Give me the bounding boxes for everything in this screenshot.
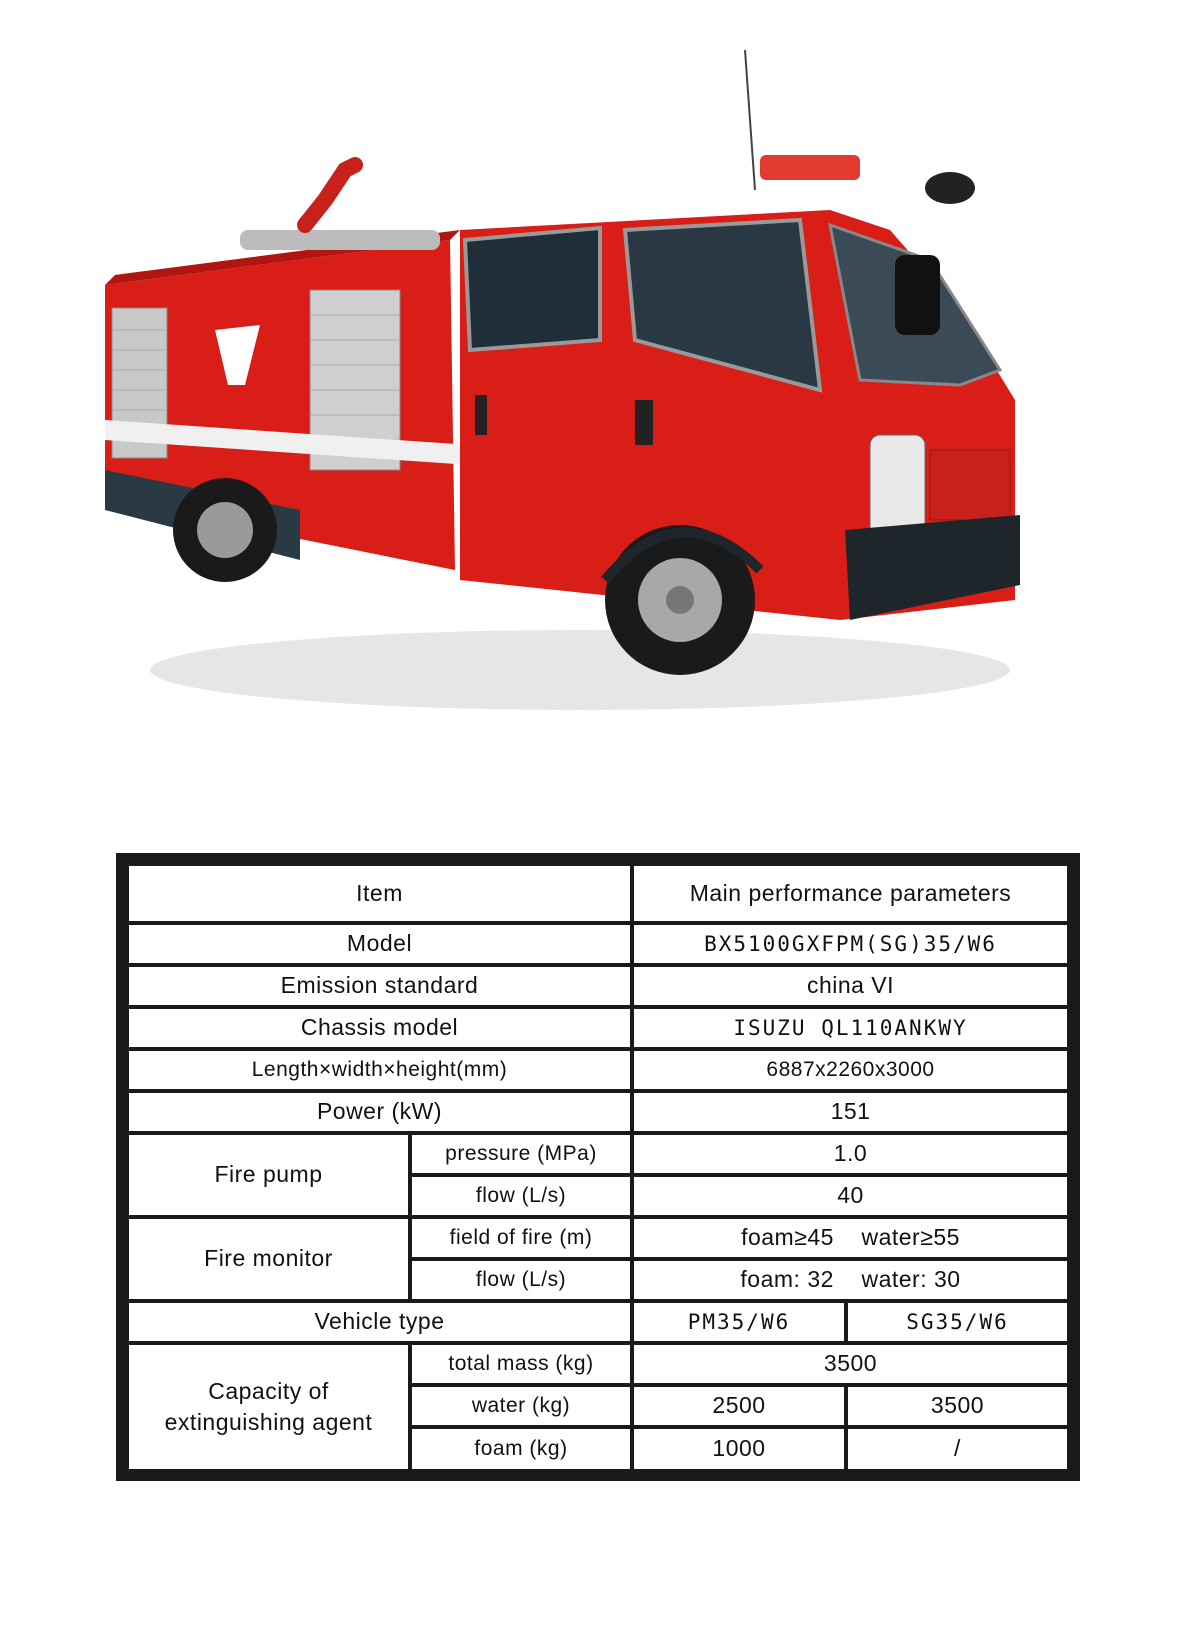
capacity-foam-label: foam (kg) [412,1429,630,1469]
capacity-water-sg: 3500 [848,1387,1067,1425]
power-label: Power (kW) [129,1093,630,1131]
emission-label: Emission standard [129,967,630,1005]
dimensions-label: Length×width×height(mm) [129,1051,630,1089]
fire-pump-flow-label: flow (L/s) [412,1177,630,1215]
fire-pump-label: Fire pump [129,1135,408,1215]
fire-monitor-flow-label: flow (L/s) [412,1261,630,1299]
capacity-total-label: total mass (kg) [412,1345,630,1383]
fire-monitor-flow-value: foam: 32 water: 30 [634,1261,1067,1299]
vehicle-type-pm: PM35/W6 [634,1303,844,1341]
model-value: BX5100GXFPM(SG)35/W6 [634,925,1067,963]
spec-grid [127,864,1069,1470]
model-label: Model [129,925,630,963]
fire-pump-pressure-value: 1.0 [634,1135,1067,1173]
capacity-label [129,1345,408,1469]
chassis-value: ISUZU QL110ANKWY [634,1009,1067,1047]
vehicle-type-label: Vehicle type [129,1303,630,1341]
fire-monitor-field-value: foam≥45 water≥55 [634,1219,1067,1257]
fire-truck-image [100,40,1060,740]
header-params: Main performance parameters [634,866,1067,921]
vehicle-type-sg: SG35/W6 [848,1303,1067,1341]
power-value: 151 [634,1093,1067,1131]
capacity-label-line2: extinguishing agent [164,1409,373,1435]
chassis-label: Chassis model [129,1009,630,1047]
fire-monitor-label: Fire monitor [129,1219,408,1299]
emission-value: china VI [634,967,1067,1005]
dimensions-value: 6887x2260x3000 [634,1051,1067,1089]
header-item: Item [129,866,630,921]
capacity-foam-sg: / [848,1429,1067,1469]
capacity-foam-pm: 1000 [634,1429,844,1469]
capacity-label-line1: Capacity of [208,1377,329,1404]
capacity-water-label: water (kg) [412,1387,630,1425]
capacity-water-pm: 2500 [634,1387,844,1425]
capacity-total-value: 3500 [634,1345,1067,1383]
spec-table [116,853,1080,1481]
fire-monitor-field-label: field of fire (m) [412,1219,630,1257]
fire-pump-pressure-label: pressure (MPa) [412,1135,630,1173]
fire-pump-flow-value: 40 [634,1177,1067,1215]
